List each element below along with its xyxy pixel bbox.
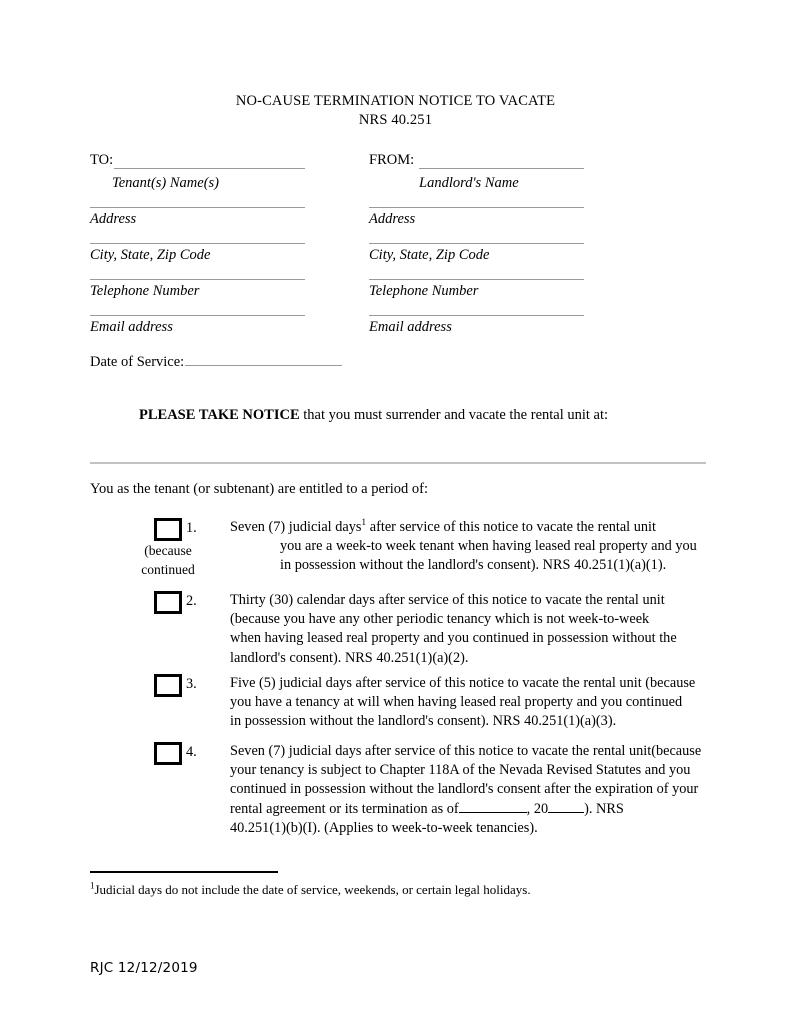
option-4-date-prefix: rental agreement or its termination as of [230,800,459,817]
recipient-email-field [90,315,305,338]
option-1-box-note-line-1: (because [144,543,192,558]
entitled-text: You as the tenant (or subtenant) are entitled to a period of: [90,481,428,497]
option-3-line-1: Five (5) judicial days after service of this notice to vacate the rental unit (because [230,675,696,691]
option-4-date-line [230,800,706,819]
recipient-phone-caption: Telephone Number [90,283,200,299]
notice-statement [139,407,608,424]
recipient-label: TO: [90,152,114,168]
document-title [0,92,791,130]
footnote-number: 1 [90,880,95,891]
option-1-box-note-line-2: continued [141,561,195,577]
option-3-line-2: you have a tenancy at will when having leased real property and you continued [230,694,683,711]
option-4-number: 4. [186,744,197,760]
notice-bold-lead: PLEASE TAKE NOTICE [139,407,300,423]
option-2-checkbox[interactable] [154,591,182,614]
option-1-line-2: you are a week-to week tenant when having leased real property and you [280,538,697,555]
sender-city-caption: City, State, Zip Code [369,247,490,263]
sender-address-field [369,207,584,230]
option-1-line-1-text: Seven (7) judicial days [230,519,362,535]
sender-email-caption: Email address [369,319,452,335]
option-1-line-3: in possession without the landlord's consent). NRS 40.251(1)(a)(1). [280,557,667,574]
option-4-line-3: continued in possession without the landlord's consent after the expiration of your [230,781,699,798]
option-3-line-3: in possession without the landlord's consent). NRS 40.251(1)(a)(3). [230,713,617,730]
option-4-line-2: your tenancy is subject to Chapter 118A of the Nevada Revised Statutes and you [230,762,691,779]
option-1-line-1-rest: after service of this notice to vacate the rental unit [366,519,656,535]
form-revision-footer: RJC 12/12/2019 [90,960,198,976]
option-4-line-1: Seven (7) judicial days after service of this notice to vacate the rental unit(because [230,743,702,759]
option-1-number: 1. [186,520,197,536]
sender-label: FROM: [369,152,415,168]
footnote [90,882,531,898]
recipient-phone-field [90,279,305,302]
sender-block [369,152,584,338]
option-3-number: 3. [186,676,197,692]
date-of-service-label: Date of Service: [90,354,185,370]
option-4-year-input[interactable] [548,800,584,813]
sender-email-field [369,315,584,338]
option-3-checkbox[interactable] [154,674,182,697]
option-4-day-input[interactable] [459,800,527,813]
recipient-city-field [90,243,305,266]
option-2-body [230,591,706,668]
option-1-line-1 [230,518,716,537]
sender-city-field [369,243,584,266]
option-4-body [230,742,706,838]
option-1-checkbox[interactable] [154,518,182,541]
sender-address-caption: Address [369,211,416,227]
recipient-name-caption: Tenant(s) Name(s) [112,175,220,191]
option-4-checkbox[interactable] [154,742,182,765]
option-2-line-2: (because you have any other periodic tenancy which is not week-to-week [230,611,650,628]
recipient-block [90,152,305,338]
recipient-city-caption: City, State, Zip Code [90,247,211,263]
footnote-separator [90,871,278,873]
sender-phone-caption: Telephone Number [369,283,479,299]
recipient-address-field [90,207,305,230]
sender-name-input[interactable] [419,168,584,169]
option-4-date-middle: , 20 [526,800,549,817]
sender-phone-field [369,279,584,302]
title-line-primary: NO-CAUSE TERMINATION NOTICE TO VACATE [235,93,556,109]
footnote-text: Judicial days do not include the date of service, weekends, or certain legal holidays. [94,882,531,897]
option-4-date-suffix: ). NRS [584,800,624,817]
date-of-service-row [90,352,342,371]
title-line-statute: NRS 40.251 [358,112,433,129]
option-4-final-line: 40.251(1)(b)(I). (Applies to week-to-week tenancies). [230,819,538,836]
recipient-name-row [90,152,305,172]
rental-unit-address-input[interactable] [90,462,706,464]
option-3-body [230,674,706,732]
option-2-line-1: Thirty (30) calendar days after service of this notice to vacate the rental unit [230,592,665,608]
sender-name-row [369,152,584,172]
option-1-body [230,518,716,576]
date-of-service-input[interactable] [185,352,342,366]
footnote-marker-icon: 1 [361,518,367,529]
option-2-line-3: when having leased real property and you continued in possession without the [230,630,677,647]
notice-statement-rest: that you must surrender and vacate the rental unit at: [299,407,609,423]
recipient-name-input[interactable] [114,168,305,169]
option-2-number: 2. [186,593,197,609]
option-2-line-4: landlord's consent). NRS 40.251(1)(a)(2). [230,649,469,666]
sender-name-caption: Landlord's Name [419,175,519,191]
recipient-address-caption: Address [90,211,137,227]
recipient-email-caption: Email address [90,319,173,335]
